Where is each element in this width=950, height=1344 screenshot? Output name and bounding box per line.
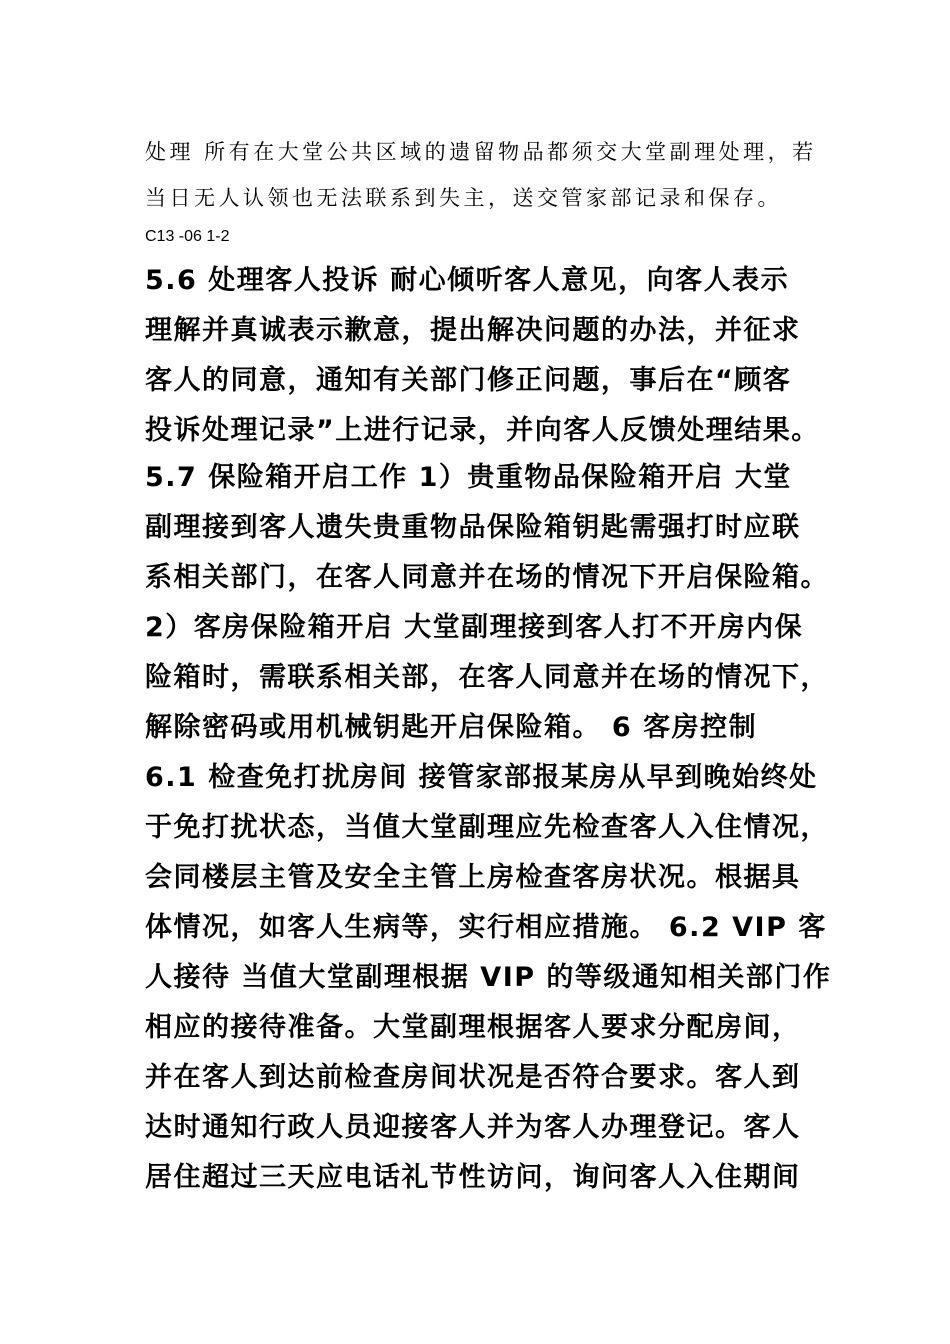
body-line-9: 险箱时，需联系相关部，在客人同意并在场的情况下， [145, 662, 829, 693]
body-line-14: 体情况，如客人生病等，实行相应措施。 6.2 VIP 客 [145, 912, 827, 943]
body-line-18: 达时通知行政人员迎接客人并为客人办理登记。客人 [145, 1112, 801, 1143]
intro-line-2: 当日无人认领也无法联系到失主，送交管家部记录和保存。 [145, 186, 782, 210]
body-line-13: 会同楼层主管及安全主管上房检查客房状况。根据具 [145, 862, 801, 893]
document-code: C13 -06 1-2 [145, 228, 230, 245]
body-line-4: 投诉处理记录”上进行记录，并向客人反馈处理结果。 [145, 415, 820, 446]
body-line-7: 系相关部门，在客人同意并在场的情况下开启保险箱。 [145, 562, 829, 593]
body-line-5: 5.7 保险箱开启工作 1）贵重物品保险箱开启 大堂 [145, 462, 792, 493]
body-line-3: 客人的同意，通知有关部门修正问题，事后在“顾客 [145, 365, 792, 396]
body-line-1: 5.6 处理客人投诉 耐心倾听客人意见，向客人表示 [145, 265, 790, 296]
body-line-2: 理解并真诚表示歉意，提出解决问题的办法，并征求 [145, 315, 801, 346]
body-line-11: 6.1 检查免打扰房间 接管家部报某房从早到晚始终处 [145, 762, 818, 793]
body-line-8: 2）客房保险箱开启 大堂副理接到客人打不开房内保 [145, 612, 804, 643]
body-line-17: 并在客人到达前检查房间状况是否符合要求。客人到 [145, 1062, 801, 1093]
body-line-10: 解除密码或用机械钥匙开启保险箱。 6 客房控制 [145, 712, 758, 743]
body-line-19: 居住超过三天应电话礼节性访问，询问客人入住期间 [145, 1162, 801, 1193]
body-line-15: 人接待 当值大堂副理根据 VIP 的等级通知相关部门作 [145, 962, 832, 993]
body-line-12: 于免打扰状态，当值大堂副理应先检查客人入住情况， [145, 812, 829, 843]
body-line-16: 相应的接待准备。大堂副理根据客人要求分配房间， [145, 1012, 801, 1043]
body-line-6: 副理接到客人遗失贵重物品保险箱钥匙需强打时应联 [145, 512, 801, 543]
intro-line-1: 处理 所有在大堂公共区域的遗留物品都须交大堂副理处理，若 [145, 140, 817, 164]
